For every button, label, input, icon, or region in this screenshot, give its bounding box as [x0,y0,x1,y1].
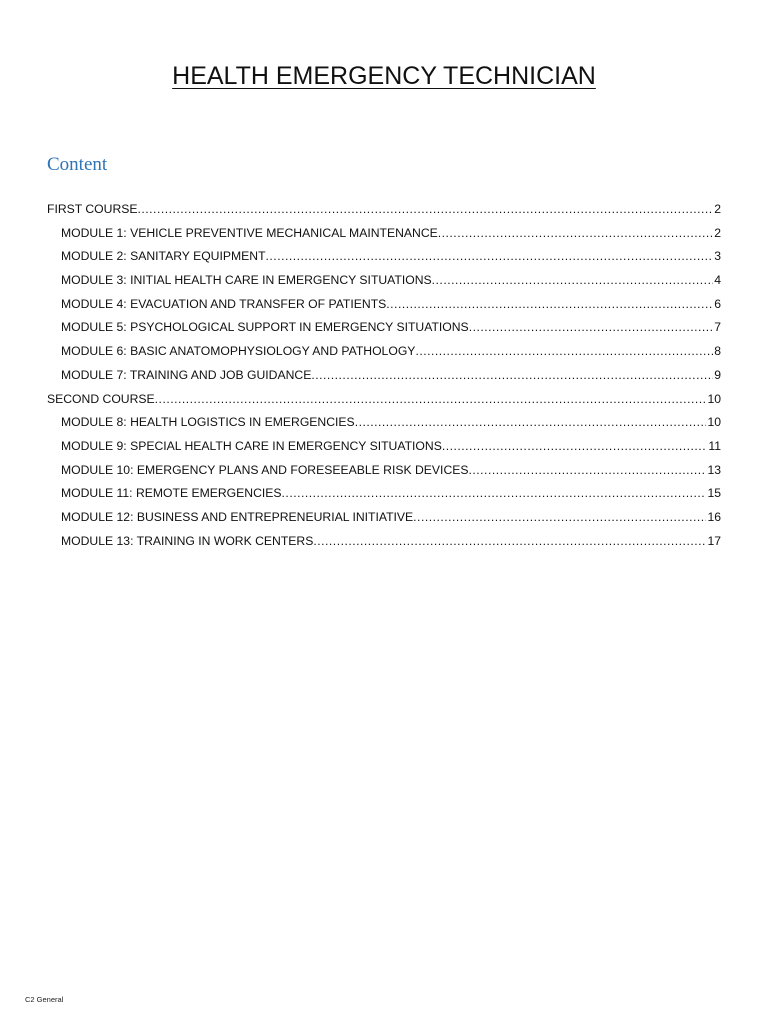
toc-entry-label: MODULE 6: BASIC ANATOMOPHYSIOLOGY AND PATHOLOGY [61,344,416,359]
toc-dot-leader [438,222,713,246]
toc-entry-label: MODULE 11: REMOTE EMERGENCIES [61,486,282,501]
toc-entry-label: MODULE 8: HEALTH LOGISTICS IN EMERGENCIES [61,415,355,430]
toc-entry-page-number: 2 [714,225,721,240]
toc-entry-page-number: 6 [714,296,721,311]
toc-dot-leader [442,435,708,459]
toc-entry-label: MODULE 10: EMERGENCY PLANS AND FORESEEABLE RISK DEVICES [61,462,469,477]
toc-entry-page-number: 10 [707,415,721,430]
toc-dot-leader [266,245,714,269]
toc-entry-label: MODULE 7: TRAINING AND JOB GUIDANCE [61,367,312,382]
toc-dot-leader [415,340,713,364]
toc-entry-module[interactable] [47,530,721,554]
toc-dot-leader [432,269,714,293]
toc-entry-label: MODULE 12: BUSINESS AND ENTREPRENEURIAL INITIATIVE [61,509,414,524]
toc-dot-leader [155,388,707,412]
toc-entry-module[interactable] [47,364,721,388]
toc-entry-label: MODULE 3: INITIAL HEALTH CARE IN EMERGENCY SITUATIONS [61,273,432,288]
toc-entry-page-number: 17 [707,533,721,548]
toc-entry-page-number: 3 [714,249,721,264]
toc-dot-leader [469,459,707,483]
toc-entry-label: MODULE 5: PSYCHOLOGICAL SUPPORT IN EMERGENCY SITUATIONS [61,320,469,335]
toc-entry-page-number: 15 [707,486,721,501]
toc-entry-page-number: 13 [707,462,721,477]
toc-entry-module[interactable] [47,269,721,293]
toc-entry-module[interactable] [47,435,721,459]
toc-entry-module[interactable] [47,411,721,435]
toc-entry-page-number: 4 [714,273,721,288]
toc-entry-label: MODULE 2: SANITARY EQUIPMENT [61,249,266,264]
toc-entry-label: MODULE 13: TRAINING IN WORK CENTERS [61,533,314,548]
toc-entry-label: SECOND COURSE [47,391,155,406]
toc-dot-leader [138,198,714,222]
toc-entry-module[interactable] [47,340,721,364]
toc-entry-module[interactable] [47,316,721,340]
toc-entry-page-number: 8 [714,344,721,359]
toc-entry-module[interactable] [47,293,721,317]
toc-entry-label: MODULE 4: EVACUATION AND TRANSFER OF PATIENTS [61,296,387,311]
toc-dot-leader [413,506,706,530]
document-title-text: HEALTH EMERGENCY TECHNICIAN [172,62,596,90]
toc-dot-leader [469,316,714,340]
document-title [0,60,768,92]
toc-entry-course[interactable] [47,388,721,412]
toc-dot-leader [386,293,713,317]
toc-entry-module[interactable] [47,245,721,269]
toc-dot-leader [313,530,706,554]
toc-entry-page-number: 16 [707,509,721,524]
toc-entry-page-number: 7 [714,320,721,335]
toc-entry-label: FIRST COURSE [47,202,138,216]
toc-entry-page-number: 11 [708,438,721,453]
toc-entry-page-number: 2 [714,202,721,216]
toc-dot-leader [311,364,713,388]
table-of-contents [47,198,721,553]
toc-entry-module[interactable] [47,222,721,246]
toc-entry-page-number: 9 [714,367,721,382]
toc-heading: Content [47,154,108,175]
toc-dot-leader [282,482,707,506]
toc-entry-label: MODULE 9: SPECIAL HEALTH CARE IN EMERGENCY SITUATIONS [61,438,442,453]
footer-classification-label: C2 General [25,995,64,1004]
toc-dot-leader [355,411,707,435]
toc-entry-label: MODULE 1: VEHICLE PREVENTIVE MECHANICAL MAINTENANCE [61,225,438,240]
toc-entry-module[interactable] [47,459,721,483]
toc-entry-page-number: 10 [707,391,721,406]
toc-entry-module[interactable] [47,482,721,506]
toc-entry-course[interactable] [47,198,721,222]
toc-entry-module[interactable] [47,506,721,530]
